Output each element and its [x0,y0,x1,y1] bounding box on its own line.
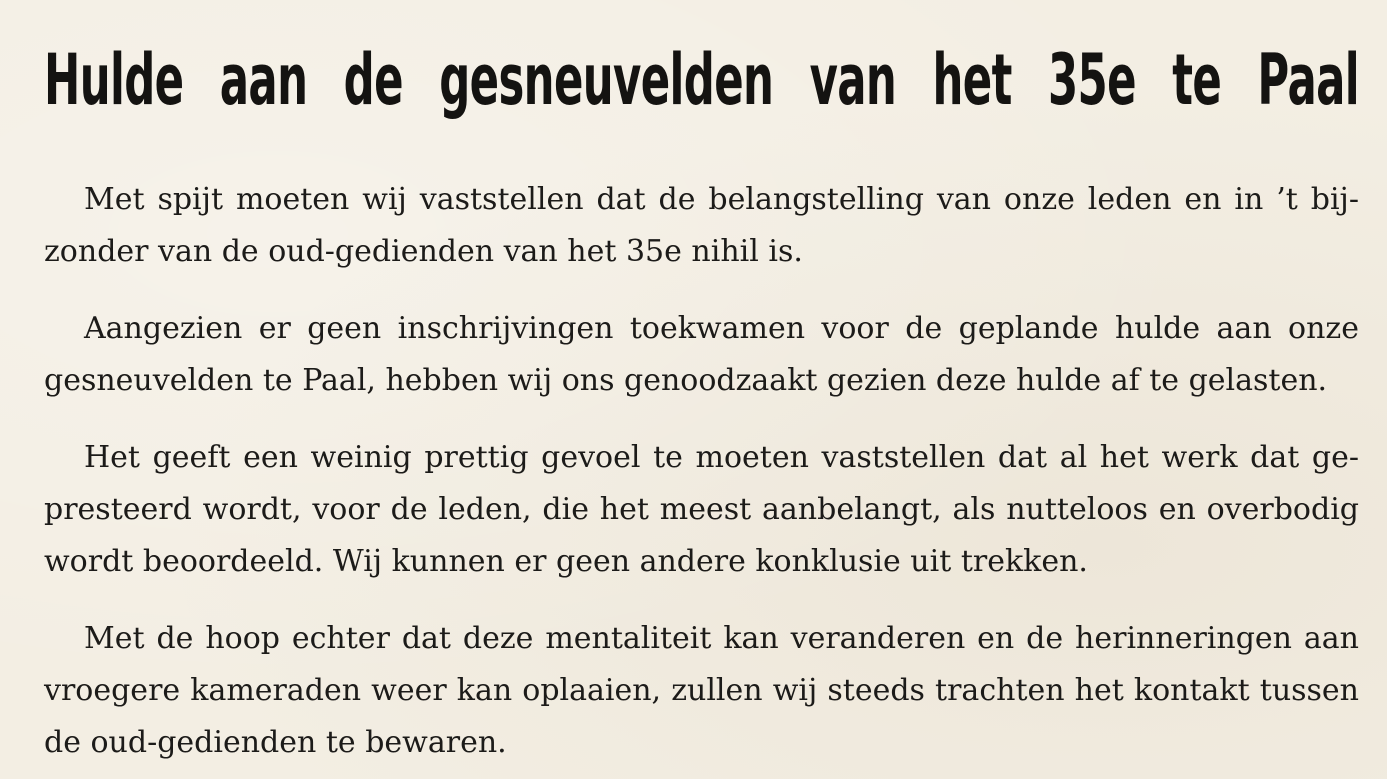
headline-word: het [932,39,1012,121]
paragraph-2: Aangezien er geen inschrijvingen toekwamen voor de geplande hulde aan onze gesneuvelden te Paal, hebben wij ons genoodzaakt gezien deze hulde af te gelasten. [44,311,1359,398]
paragraph-4: Met de hoop echter dat deze mentaliteit kan veranderen en de herinneringen aan vroegere kameraden weer kan oplaaien, zullen wij steeds trachten het kontakt tussen de oud-gedienden te bewaren. [44,621,1359,760]
headline-word: gesneuvelden [439,39,774,121]
headline-word: te [1172,39,1222,121]
headline-word: van [809,39,897,121]
headline-word: aan [219,39,308,121]
article-body [44,174,1359,769]
paragraph-1: Met spijt moeten wij vaststellen dat de belangstelling van onze leden en in ’t bijzonder van de oud-gedienden van het 35e nihil is. [44,182,1359,269]
headline-word: 35e [1047,39,1136,121]
headline-word: Hulde [44,39,184,121]
paragraph-3: Het geeft een weinig prettig gevoel te moeten vaststellen dat al het werk dat gepresteerd wordt, voor de leden, die het meest aanbelangt, als nutteloos en overbodig wordt beoordeeld. Wij kunnen er geen andere konklusie uit trekken. [44,440,1359,579]
headline-word: de [343,39,403,121]
headline-word: Paal [1257,39,1360,121]
headline [44,30,1359,130]
